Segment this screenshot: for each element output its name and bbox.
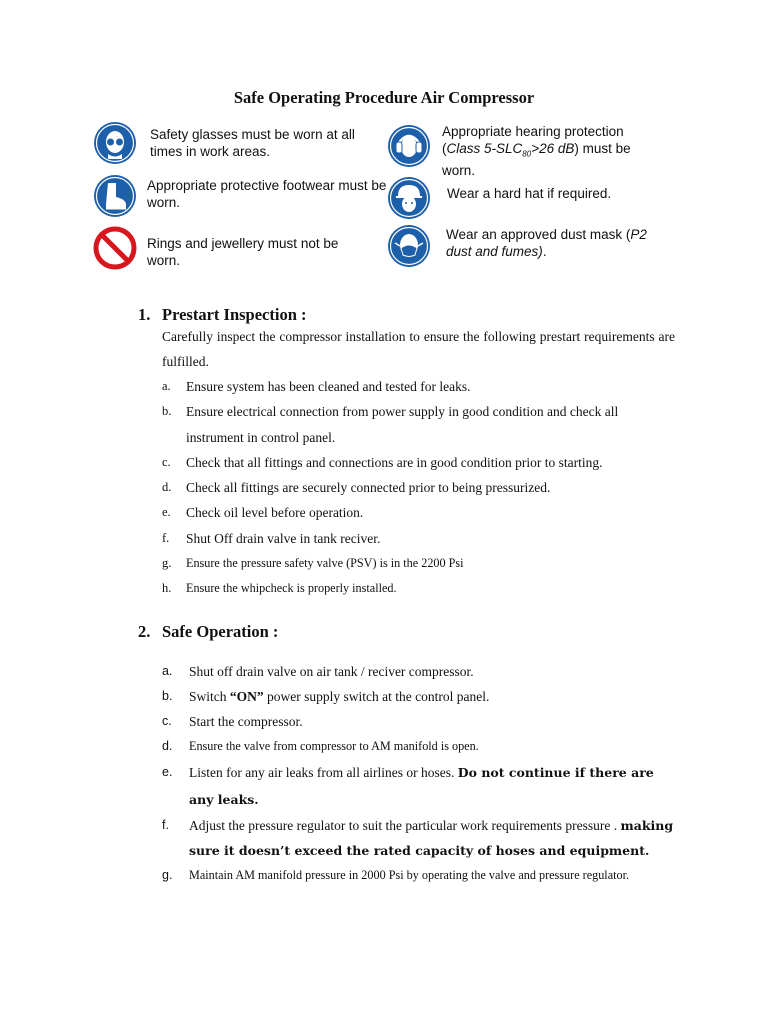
ppe-text: Rings and jewellery must not be worn. (147, 236, 339, 268)
ppe-text: Safety glasses must be worn at all times in work areas. (150, 127, 355, 159)
section-heading-safe-operation: 2. Safe Operation : (138, 622, 279, 641)
list-item: a. Shut off drain valve on air tank / reciver compressor. (162, 664, 474, 679)
list-item: e. Check oil level before operation. (162, 505, 364, 521)
list-item: d. Ensure the valve from compressor to AM manifold is open. (162, 739, 479, 753)
list-item: c. Start the compressor. (162, 714, 303, 729)
ppe-text: Wear a hard hat if required. (447, 186, 612, 201)
list-item: e. Listen for any air leaks from all airlines or hoses. Do not continue if there are any leaks. (162, 765, 654, 807)
dust-mask-icon (387, 224, 431, 268)
ppe-text: Appropriate hearing protection (Class $5-SLC_{80}>26$ dB) must be worn. (442, 124, 631, 178)
no-jewellery-icon (93, 226, 137, 270)
list-item: g. Maintain AM manifold pressure in 2000 Psi by operating the valve and pressure regulator. (162, 868, 630, 882)
section-heading-prestart: 1. Prestart Inspection : (138, 305, 307, 324)
ppe-text: Wear an approved dust mask (P2 dust and fumes). (446, 227, 647, 259)
list-item: h. Ensure the whipcheck is properly installed. (162, 581, 397, 596)
safety-boot-icon (93, 174, 137, 218)
list-item: g. Ensure the pressure safety valve (PSV) is in the 2200 Psi (162, 556, 464, 571)
list-item: f. Adjust the pressure regulator to suit the particular work requirements pressure . making sure it doesn’t exceed the rated capacity of hoses and equipment. (162, 818, 674, 858)
list-item: a. Ensure system has been cleaned and tested for leaks. (162, 379, 471, 394)
list-item: c. Check that all fittings and connections are in good condition prior to starting. (162, 454, 603, 470)
ppe-text: Appropriate protective footwear must be worn. (147, 178, 387, 210)
hearing-protection-icon (387, 124, 431, 168)
document-title: Safe Operating Procedure Air Compressor (233, 88, 535, 107)
list-item: b. Ensure electrical connection from power supply in good condition and check all instrument in control panel. (162, 404, 619, 445)
list-item: d. Check all fittings are securely connected prior to being pressurized. (162, 480, 551, 496)
hard-hat-icon (387, 176, 431, 220)
safety-glasses-icon (93, 121, 137, 165)
safe-operation-list (162, 659, 677, 887)
prestart-list (162, 374, 677, 602)
list-item: b. Switch “ON” power supply switch at the control panel. (162, 689, 490, 704)
section-intro: Carefully inspect the compressor installation to ensure the following prestart requirements are fulfilled. (162, 329, 675, 369)
list-item: f. Shut Off drain valve in tank reciver. (162, 530, 381, 546)
